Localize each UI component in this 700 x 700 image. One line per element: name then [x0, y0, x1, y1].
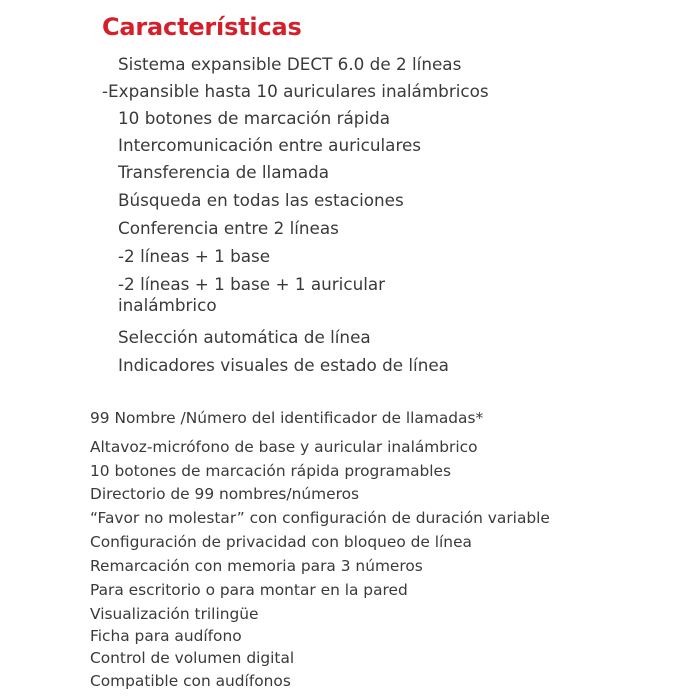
feature-item: 10 botones de marcación rápida	[118, 108, 391, 128]
feature-item: -Expansible hasta 10 auriculares inalámbricos	[102, 81, 489, 101]
feature-item: Selección automática de línea	[118, 327, 371, 347]
feature-item: Directorio de 99 nombres/números	[90, 485, 360, 503]
feature-item: Para escritorio o para montar en la pared	[90, 581, 408, 599]
features-heading: Características	[102, 13, 302, 41]
feature-item: Intercomunicación entre auriculares	[118, 135, 422, 155]
feature-item: Indicadores visuales de estado de línea	[118, 355, 449, 375]
feature-item: 99 Nombre /Número del identificador de llamadas*	[90, 409, 484, 427]
feature-item: Transferencia de llamada	[118, 162, 330, 182]
feature-item: Altavoz-micrófono de base y auricular inalámbrico	[90, 438, 478, 456]
feature-item: Control de volumen digital	[90, 649, 295, 667]
feature-item: -2 líneas + 1 base	[118, 246, 271, 266]
feature-item: “Favor no molestar” con configuración de duración variable	[90, 509, 550, 527]
feature-item: Configuración de privacidad con bloqueo de línea	[90, 533, 472, 551]
feature-item: Sistema expansible DECT 6.0 de 2 líneas	[118, 54, 462, 74]
feature-item: Búsqueda en todas las estaciones	[118, 190, 404, 210]
feature-item: 10 botones de marcación rápida programables	[90, 462, 452, 480]
feature-item: -2 líneas + 1 base + 1 auricular inalámbrico	[118, 274, 386, 315]
feature-item: Compatible con audífonos	[90, 672, 291, 690]
feature-item: Visualización trilingüe	[90, 605, 259, 623]
feature-item: Conferencia entre 2 líneas	[118, 218, 339, 238]
feature-item: Ficha para audífono	[90, 627, 242, 645]
feature-item: Remarcación con memoria para 3 números	[90, 557, 423, 575]
